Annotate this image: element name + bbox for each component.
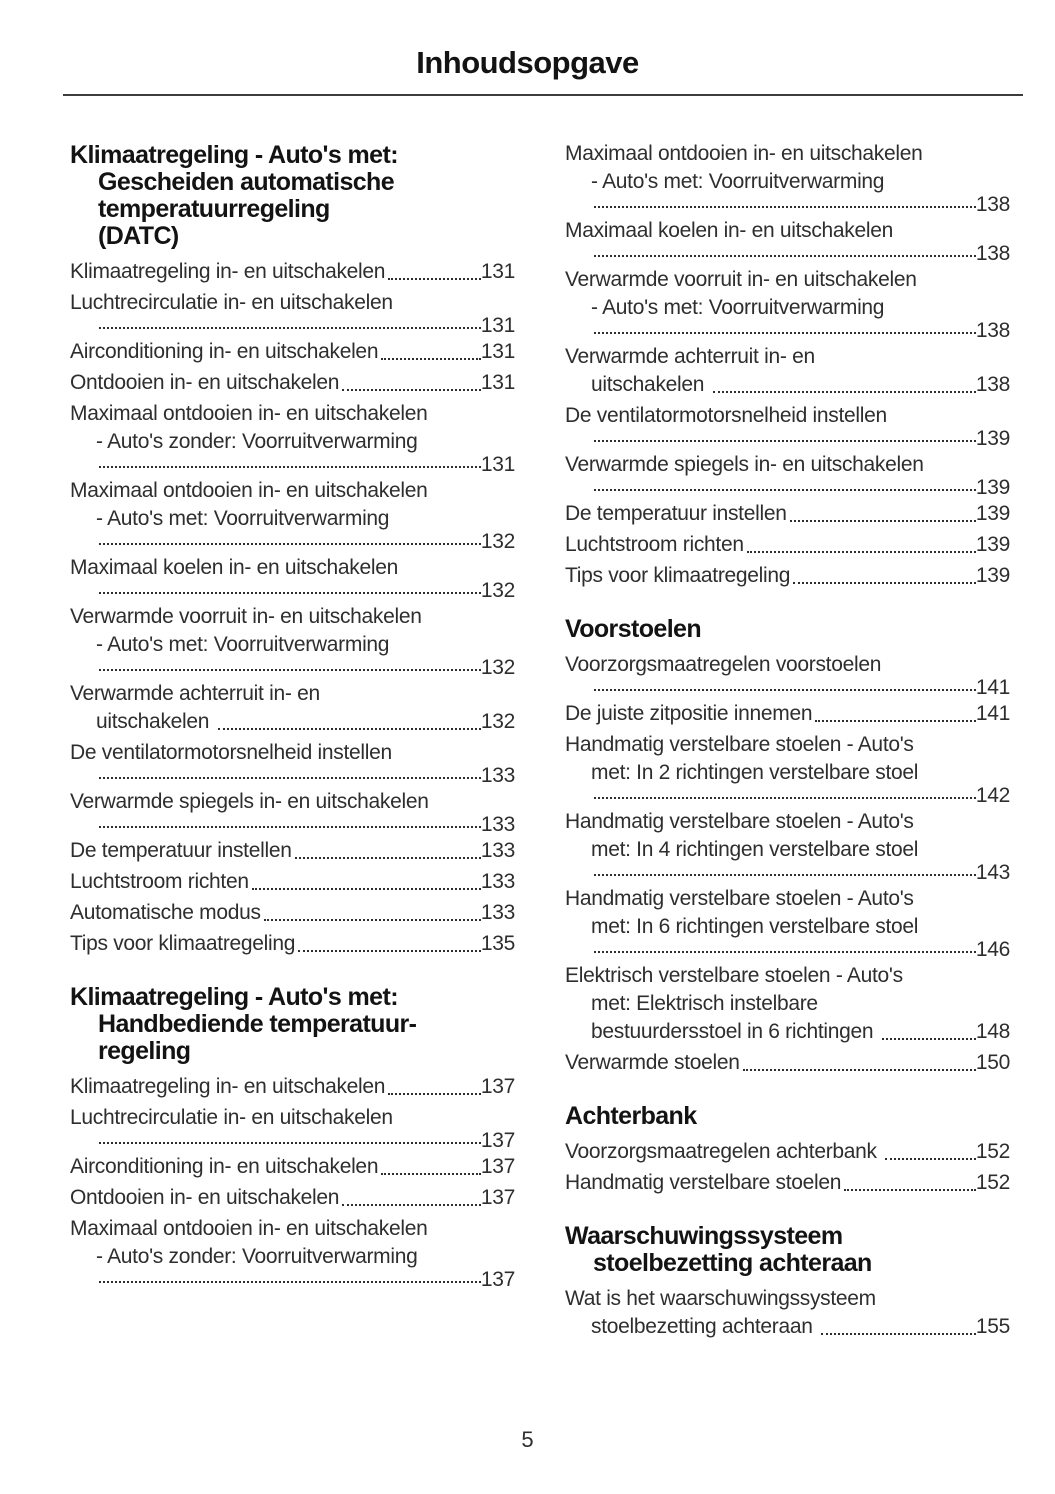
toc-page-number: 133 [480, 813, 515, 836]
toc-entry [565, 140, 1010, 214]
toc-entry-line [70, 708, 515, 736]
toc-entry-text: - Auto's zonder: Voorruitverwarming [96, 1245, 418, 1268]
toc-entry-line [565, 1138, 1010, 1166]
toc-entry-line [565, 861, 1010, 884]
manual-toc-page [0, 45, 1055, 1452]
toc-entry-line [70, 603, 515, 631]
page-number: 5 [521, 1427, 534, 1452]
toc-entry-text: Tips voor klimaatregeling [70, 932, 296, 955]
toc-entry-line [565, 371, 1010, 399]
toc-entry-line [70, 289, 515, 317]
section-heading-line: Achterbank [565, 1102, 697, 1130]
toc-page-number: 146 [975, 938, 1010, 961]
toc-page-number: 132 [480, 710, 515, 733]
section-heading-line: Voorstoelen [565, 615, 702, 643]
toc-entry-line [565, 343, 1010, 371]
toc-entry-line [70, 453, 515, 476]
toc-entry-line [70, 530, 515, 553]
toc-entry-text: Maximaal ontdooien in- en uitschakelen [70, 1217, 428, 1240]
toc-entry-text: De ventilatormotorsnelheid instellen [565, 404, 887, 427]
dot-leader [99, 777, 481, 779]
dot-leader [218, 728, 481, 730]
toc-entry [70, 930, 515, 958]
dot-leader [99, 1142, 481, 1144]
toc-entry-line [70, 788, 515, 816]
toc-entry-text: Verwarmde spiegels in- en uitschakelen [565, 453, 924, 476]
toc-entry-line [70, 656, 515, 679]
toc-entry-text: Luchtrecirculatie in- en uitschakelen [70, 1106, 393, 1129]
toc-entry-line [565, 1313, 1010, 1341]
section-heading-line: regeling [98, 1037, 191, 1065]
toc-page-number: 137 [480, 1186, 515, 1209]
dot-leader [381, 1173, 481, 1175]
toc-entry-line [565, 913, 1010, 941]
toc-entry-text: uitschakelen [96, 710, 215, 733]
toc-page-number: 131 [480, 453, 515, 476]
toc-entry-text: met: Elektrisch instelbare [591, 992, 818, 1015]
toc-entry-text: De temperatuur instellen [70, 839, 292, 862]
toc-entry [70, 477, 515, 551]
dot-leader [99, 466, 481, 468]
toc-entry [565, 1138, 1010, 1166]
toc-entry-line [565, 451, 1010, 479]
dot-leader [594, 797, 976, 799]
toc-page-number: 131 [480, 314, 515, 337]
toc-entry [70, 289, 515, 335]
toc-entry-line [70, 868, 515, 896]
toc-entry-line [70, 369, 515, 397]
toc-entry-text: Handmatig verstelbare stoelen - Auto's [565, 810, 914, 833]
dot-leader [295, 857, 481, 859]
toc-entry-text: - Auto's met: Voorruitverwarming [591, 296, 885, 319]
toc-entry [565, 562, 1010, 590]
toc-entry-line [70, 428, 515, 456]
toc-entry-text: Airconditioning in- en uitschakelen [70, 1155, 379, 1178]
toc-entry-text: Verwarmde stoelen [565, 1051, 740, 1074]
toc-entry-line [565, 808, 1010, 836]
toc-page-number: 137 [480, 1155, 515, 1178]
toc-entry [70, 1153, 515, 1181]
toc-entry-text: Maximaal ontdooien in- en uitschakelen [70, 479, 428, 502]
toc-entry-text: Voorzorgsmaatregelen voorstoelen [565, 653, 882, 676]
section-heading-line: Klimaatregeling - Auto's met: [70, 141, 398, 169]
toc-entry-line [70, 764, 515, 787]
toc-page-number: 132 [480, 530, 515, 553]
toc-page-number: 137 [480, 1268, 515, 1291]
toc-entry [70, 400, 515, 474]
toc-entry-line [70, 400, 515, 428]
toc-page-number: 139 [975, 564, 1010, 587]
toc-page-number: 133 [480, 870, 515, 893]
toc-entry [70, 603, 515, 677]
toc-entry-text: Maximaal ontdooien in- en uitschakelen [565, 142, 923, 165]
toc-entry-line [70, 813, 515, 836]
dot-leader [99, 669, 481, 671]
toc-entry-line [70, 314, 515, 337]
toc-entry-line [70, 899, 515, 927]
toc-entry [70, 788, 515, 834]
toc-entry-text: - Auto's met: Voorruitverwarming [96, 507, 390, 530]
toc-page-number: 139 [975, 533, 1010, 556]
toc-entry [565, 531, 1010, 559]
toc-page-number: 137 [480, 1129, 515, 1152]
dot-leader [99, 1281, 481, 1283]
toc-entry-line [565, 193, 1010, 216]
toc-entry-line [565, 885, 1010, 913]
toc-entry-line [565, 217, 1010, 245]
toc-page-number: 133 [480, 839, 515, 862]
toc-entry [565, 1285, 1010, 1341]
toc-page-number: 139 [975, 502, 1010, 525]
toc-entry [70, 868, 515, 896]
toc-entry-line [70, 631, 515, 659]
toc-entry-line [565, 759, 1010, 787]
toc-entry-text: De ventilatormotorsnelheid instellen [70, 741, 392, 764]
toc-entry [565, 731, 1010, 805]
toc-entry-line [565, 402, 1010, 430]
toc-entry [565, 402, 1010, 448]
dot-leader [264, 919, 481, 921]
toc-page-number: 150 [975, 1051, 1010, 1074]
dot-leader [99, 543, 481, 545]
toc-entry-line [565, 651, 1010, 679]
toc-entry-text: stoelbezetting achteraan [591, 1315, 819, 1338]
toc-entry-text: Airconditioning in- en uitschakelen [70, 340, 379, 363]
dot-leader [594, 206, 976, 208]
dot-leader [388, 278, 481, 280]
toc-entry-line [70, 477, 515, 505]
toc-entry-text: Maximaal ontdooien in- en uitschakelen [70, 402, 428, 425]
section-heading-line: Handbediende temperatuur- [98, 1010, 417, 1038]
toc-entry-text: De juiste zitpositie innemen [565, 702, 813, 725]
dot-leader [99, 327, 481, 329]
toc-entry-text: Handmatig verstelbare stoelen - Auto's [565, 733, 914, 756]
toc-entry-text: Ontdooien in- en uitschakelen [70, 1186, 340, 1209]
toc-page-number: 137 [480, 1075, 515, 1098]
toc-entry-text: - Auto's met: Voorruitverwarming [591, 170, 885, 193]
toc-entry-text: Ontdooien in- en uitschakelen [70, 371, 340, 394]
dot-leader [747, 551, 976, 553]
toc-page-number: 131 [480, 260, 515, 283]
toc-entry-line [70, 837, 515, 865]
toc-entry-line [70, 1129, 515, 1152]
toc-entry-text: Tips voor klimaatregeling [565, 564, 791, 587]
dot-leader [885, 1158, 976, 1160]
toc-entry [565, 962, 1010, 1046]
dot-leader [793, 582, 976, 584]
toc-page-number: 138 [975, 373, 1010, 396]
dot-leader [790, 520, 976, 522]
toc-entry-line [70, 680, 515, 708]
toc-entry-line [565, 1285, 1010, 1313]
toc-entry-text: De temperatuur instellen [565, 502, 787, 525]
toc-entry-text: Maximaal koelen in- en uitschakelen [70, 556, 399, 579]
section-heading [565, 616, 1010, 643]
toc-entry-text: Luchtrecirculatie in- en uitschakelen [70, 291, 393, 314]
dot-leader [594, 489, 976, 491]
toc-entry [70, 338, 515, 366]
toc-entry-text: Luchtstroom richten [70, 870, 249, 893]
dot-leader [594, 874, 976, 876]
toc-page-number: 152 [975, 1171, 1010, 1194]
toc-entry [70, 837, 515, 865]
toc-entry-line [70, 1184, 515, 1212]
section-heading-line: Gescheiden automatische [98, 168, 395, 196]
section-heading-line: stoelbezetting achteraan [593, 1249, 872, 1277]
toc-entry-text: Voorzorgsmaatregelen achterbank [565, 1140, 883, 1163]
toc-entry-text: - Auto's zonder: Voorruitverwarming [96, 430, 418, 453]
dot-leader [342, 389, 481, 391]
dot-leader [743, 1069, 976, 1071]
section-heading [565, 1223, 1010, 1277]
toc-entry-line [70, 739, 515, 767]
toc-page-number: 143 [975, 861, 1010, 884]
toc-page-number: 138 [975, 242, 1010, 265]
toc-entry-text: met: In 2 richtingen verstelbare stoel [591, 761, 919, 784]
toc-page-number: 132 [480, 656, 515, 679]
toc-entry [565, 451, 1010, 497]
dot-leader [594, 951, 976, 953]
toc-entry [70, 899, 515, 927]
dot-leader [594, 689, 976, 691]
section-heading-line: Klimaatregeling - Auto's met: [70, 983, 398, 1011]
toc-entry-text: Elektrisch verstelbare stoelen - Auto's [565, 964, 903, 987]
toc-entry-line [565, 731, 1010, 759]
toc-entry-line [70, 338, 515, 366]
toc-entry-line [565, 168, 1010, 196]
toc-entry [70, 369, 515, 397]
toc-entry-text: Klimaatregeling in- en uitschakelen [70, 1075, 386, 1098]
toc-page-number: 132 [480, 579, 515, 602]
toc-entry-line [565, 784, 1010, 807]
toc-page-number: 141 [975, 702, 1010, 725]
toc-entry-line [565, 962, 1010, 990]
toc-entry-text: Verwarmde achterruit in- en [565, 345, 815, 368]
toc-entry-line [70, 1215, 515, 1243]
toc-entry-line [70, 1073, 515, 1101]
toc-entry-line [70, 1153, 515, 1181]
toc-page-number: 155 [975, 1315, 1010, 1338]
toc-entry-line [70, 554, 515, 582]
toc-entry-text: Verwarmde achterruit in- en [70, 682, 320, 705]
dot-leader [713, 391, 976, 393]
toc-entry [70, 1073, 515, 1101]
dot-leader [821, 1333, 976, 1335]
toc-entry [565, 343, 1010, 399]
toc-page-number: 152 [975, 1140, 1010, 1163]
dot-leader [815, 720, 976, 722]
toc-entry-line [565, 1049, 1010, 1077]
toc-entry-text: Handmatig verstelbare stoelen - Auto's [565, 887, 914, 910]
dot-leader [388, 1093, 481, 1095]
toc-entry [70, 680, 515, 736]
toc-entry [565, 500, 1010, 528]
toc-entry-text: Verwarmde voorruit in- en uitschakelen [565, 268, 917, 291]
toc-entry [70, 1215, 515, 1289]
toc-entry-text: Verwarmde voorruit in- en uitschakelen [70, 605, 422, 628]
toc-entry [70, 258, 515, 286]
toc-entry-line [565, 319, 1010, 342]
toc-page-number: 139 [975, 427, 1010, 450]
dot-leader [381, 358, 481, 360]
toc-page-number: 138 [975, 193, 1010, 216]
toc-entry-line [565, 836, 1010, 864]
toc-entry-line [565, 938, 1010, 961]
toc-entry-line [565, 266, 1010, 294]
toc-entry-line [565, 1018, 1010, 1046]
toc-entry-text: met: In 6 richtingen verstelbare stoel [591, 915, 919, 938]
toc-page-number: 141 [975, 676, 1010, 699]
toc-entry-line [565, 427, 1010, 450]
dot-leader [594, 332, 976, 334]
toc-entry-line [70, 1104, 515, 1132]
toc-entry [70, 1184, 515, 1212]
toc-page-number: 133 [480, 764, 515, 787]
toc-entry [70, 739, 515, 785]
toc-entry-text: uitschakelen [591, 373, 710, 396]
toc-entry [565, 700, 1010, 728]
toc-entry [565, 1169, 1010, 1197]
toc-entry [565, 651, 1010, 697]
dot-leader [594, 255, 976, 257]
toc-entry-line [565, 531, 1010, 559]
toc-entry-line [70, 258, 515, 286]
toc-entry [565, 266, 1010, 340]
toc-entry-text: Luchtstroom richten [565, 533, 744, 556]
toc-column-left [70, 140, 515, 1344]
toc-entry-line [565, 700, 1010, 728]
toc-entry-text: Automatische modus [70, 901, 261, 924]
section-heading [565, 1103, 1010, 1130]
toc-entry-text: Verwarmde spiegels in- en uitschakelen [70, 790, 429, 813]
toc-entry-line [70, 1268, 515, 1291]
toc-entry-line [565, 140, 1010, 168]
toc-entry-line [565, 294, 1010, 322]
toc-entry-line [565, 676, 1010, 699]
toc-entry [565, 808, 1010, 882]
toc-entry-text: Handmatig verstelbare stoelen [565, 1171, 842, 1194]
toc-entry [565, 885, 1010, 959]
toc-column-right [565, 140, 1010, 1344]
toc-entry-text: Klimaatregeling in- en uitschakelen [70, 260, 386, 283]
section-heading-line: temperatuurregeling [98, 195, 330, 223]
toc-page-number: 131 [480, 371, 515, 394]
dot-leader [844, 1189, 976, 1191]
toc-entry [565, 217, 1010, 263]
toc-entry-text: Maximaal koelen in- en uitschakelen [565, 219, 894, 242]
section-heading [70, 984, 515, 1065]
toc-entry-line [565, 242, 1010, 265]
toc-entry-line [70, 505, 515, 533]
toc-entry [565, 1049, 1010, 1077]
toc-entry-line [565, 990, 1010, 1018]
dot-leader [298, 950, 481, 952]
dot-leader [342, 1204, 481, 1206]
section-heading [70, 142, 515, 250]
toc-entry-line [565, 562, 1010, 590]
toc-page-number: 138 [975, 319, 1010, 342]
dot-leader [99, 826, 481, 828]
toc-entry [70, 554, 515, 600]
toc-entry-line [70, 930, 515, 958]
toc-entry-text: bestuurdersstoel in 6 richtingen [591, 1020, 879, 1043]
toc-entry-line [70, 1243, 515, 1271]
dot-leader [99, 592, 481, 594]
toc-entry-line [565, 1169, 1010, 1197]
toc-entry-text: - Auto's met: Voorruitverwarming [96, 633, 390, 656]
toc-page-number: 135 [480, 932, 515, 955]
toc-entry-line [565, 500, 1010, 528]
toc-entry-text: met: In 4 richtingen verstelbare stoel [591, 838, 919, 861]
page-title: Inhoudsopgave [416, 45, 639, 80]
toc-page-number: 131 [480, 340, 515, 363]
toc-entry-line [70, 579, 515, 602]
section-heading-line: Waarschuwingssysteem [565, 1222, 843, 1250]
toc-page-number: 139 [975, 476, 1010, 499]
toc-page-number: 148 [975, 1020, 1010, 1043]
section-heading-line: (DATC) [98, 222, 179, 250]
toc-entry-line [565, 476, 1010, 499]
toc-page-number: 133 [480, 901, 515, 924]
dot-leader [252, 888, 481, 890]
toc-page-number: 142 [975, 784, 1010, 807]
toc-entry-text: Wat is het waarschuwingssysteem [565, 1287, 876, 1310]
dot-leader [882, 1038, 976, 1040]
toc-columns [0, 96, 1055, 1344]
dot-leader [594, 440, 976, 442]
toc-entry [70, 1104, 515, 1150]
